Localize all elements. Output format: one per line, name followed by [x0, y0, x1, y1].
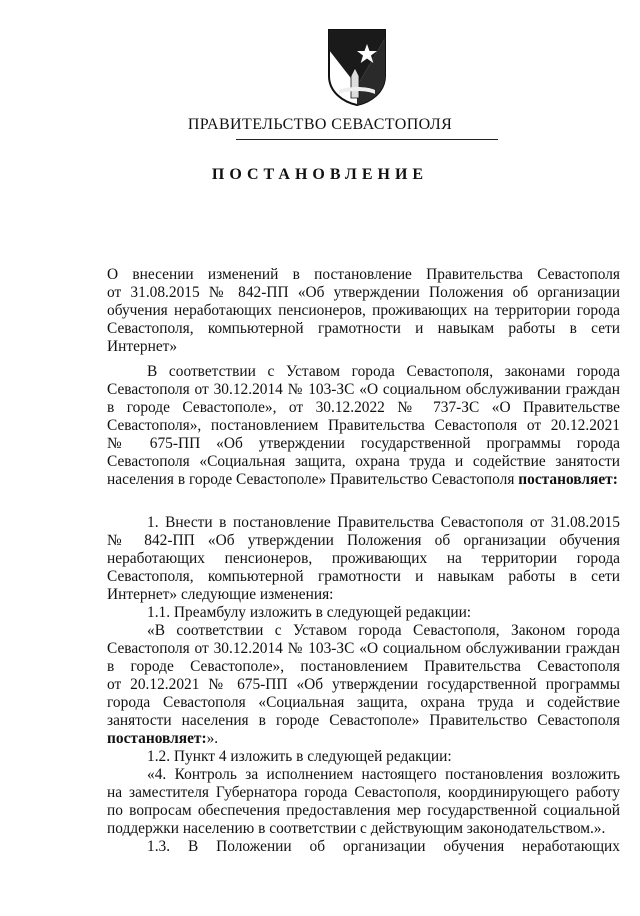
header-divider: [236, 139, 498, 140]
preamble-line: в городе Севастополе», от 30.12.2022 № 737-ЗС «О Правительстве: [107, 399, 620, 416]
subject-line: Севастополя, компьютерной грамотности и навыкам работы в сети Интернет»: [107, 320, 620, 355]
quote-resolves-keyword: постановляет:: [107, 730, 207, 747]
resolves-keyword: постановляет:: [518, 471, 618, 488]
quote-1-line: в городе Севастополе», постановлением Правительства Севастополя: [107, 658, 620, 675]
subject-line: О внесении изменений в постановление Правительства Севастополя: [107, 266, 620, 283]
preamble: [107, 363, 620, 489]
quote-2-line: «4. Контроль за исполнением настоящего постановления возложить: [147, 766, 620, 783]
quote-1-line: от 20.12.2021 № 675-ПП «Об утверждении государственной программы: [107, 676, 620, 693]
preamble-line: Севастополя «Социальная защита, охрана труда и содействие занятости: [107, 453, 620, 470]
quote-1-line: «В соответствии с Уставом города Севастополя, Законом города: [147, 622, 620, 639]
decree-subject: [107, 266, 620, 356]
government-name: ПРАВИТЕЛЬСТВО СЕВАСТОПОЛЯ: [187, 116, 453, 133]
quote-1-last-line: [107, 730, 620, 748]
quote-2-last-line: поддержки населению в соответствии с действующим законодательством.».: [107, 820, 606, 837]
item-1-line: неработающих пенсионеров, проживающих на территории города: [107, 550, 620, 567]
quote-1-line: занятости населения в городе Севастополе» Правительство Севастополя: [107, 712, 620, 729]
subject-line: от 31.08.2015 № 842-ПП «Об утверждении Положения об организации: [107, 284, 620, 301]
item-1-line: № 842-ПП «Об утверждении Положения об организации обучения: [107, 532, 620, 549]
item-1-last-line: Интернет» следующие изменения:: [107, 586, 334, 603]
quote-1-line: города Севастополя «Социальная защита, охрана труда и содействие: [107, 694, 620, 711]
sevastopol-coat-of-arms-icon: [327, 28, 387, 106]
preamble-line: Севастополя от 30.12.2014 № 103-ЗС «О социальном обслуживании граждан: [107, 381, 620, 398]
preamble-last-text: населения в городе Севастополе» Правительство Севастополя: [107, 471, 519, 488]
quote-1-tail: ».: [206, 730, 219, 747]
item-1-2: 1.2. Пункт 4 изложить в следующей редакции:: [147, 748, 452, 765]
subject-line: обучения неработающих пенсионеров, проживающих на территории города: [107, 302, 620, 319]
preamble-last-line: [107, 471, 620, 489]
decree-body: [107, 514, 620, 856]
quote-2-line: по вопросам обеспечения предоставления мер государственной социальной: [107, 802, 620, 819]
item-1-1: 1.1. Преамбулу изложить в следующей редакции:: [147, 604, 472, 621]
preamble-line: № 675-ПП «Об утверждении государственной программы города: [107, 435, 620, 452]
item-1-line: 1. Внести в постановление Правительства Севастополя от 31.08.2015: [147, 514, 620, 531]
item-1-line: Севастополя, компьютерной грамотности и навыкам работы в сети: [107, 568, 620, 585]
quote-2-line: на заместителя Губернатора города Севастополя, координирующего работу: [107, 784, 620, 801]
preamble-line: Севастополя», постановлением Правительства Севастополя от 20.12.2021: [107, 417, 620, 434]
preamble-line: В соответствии с Уставом города Севастополя, законами города: [147, 363, 620, 380]
document-type-title: ПОСТАНОВЛЕНИЕ: [211, 166, 429, 183]
item-1-3: 1.3. В Положении об организации обучения неработающих: [147, 838, 620, 855]
quote-1-line: Севастополя от 30.12.2014 № 103-ЗС «О социальном обслуживании граждан: [107, 640, 620, 657]
